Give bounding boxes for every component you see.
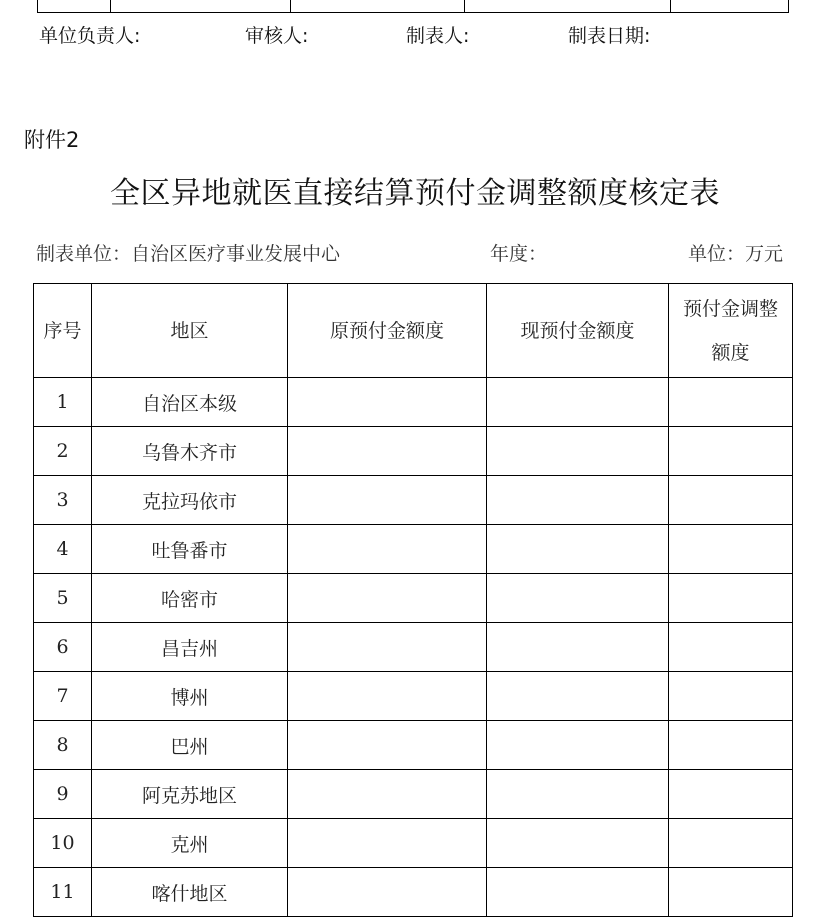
cell-current-amount[interactable] [487,623,669,672]
currency-unit-label: 单位：万元 [688,243,784,265]
cell-seq: 1 [34,378,92,427]
table-row [34,868,793,917]
cell-current-amount[interactable] [487,770,669,819]
reviewer-label: 审核人: [245,25,309,47]
cell-region: 自治区本级 [92,378,288,427]
cell-region: 巴州 [92,721,288,770]
cell-original-amount[interactable] [288,672,487,721]
table-row [34,721,793,770]
table-row [34,672,793,721]
table-row [34,378,793,427]
cell-original-amount[interactable] [288,427,487,476]
cell-original-amount[interactable] [288,623,487,672]
table-header-row [34,284,793,378]
cell-seq: 6 [34,623,92,672]
cell-adjust-amount[interactable] [669,427,793,476]
cell-original-amount[interactable] [288,819,487,868]
cell-seq: 10 [34,819,92,868]
cell-region: 昌吉州 [92,623,288,672]
previous-table-bottom [37,0,789,13]
table-divider [464,0,465,12]
table-row [34,427,793,476]
unit-head-label: 单位负责人: [39,25,141,47]
cell-seq: 2 [34,427,92,476]
cell-current-amount[interactable] [487,427,669,476]
table-row [34,574,793,623]
cell-original-amount[interactable] [288,574,487,623]
table-divider [110,0,111,12]
header-adjust-line1: 预付金调整 [682,297,778,320]
cell-seq: 9 [34,770,92,819]
table-row [34,525,793,574]
header-adjust-amount [669,284,793,378]
cell-original-amount[interactable] [288,770,487,819]
table-row [34,623,793,672]
cell-region: 克州 [92,819,288,868]
cell-current-amount[interactable] [487,868,669,917]
cell-adjust-amount[interactable] [669,525,793,574]
meta-row [0,239,838,267]
cell-current-amount[interactable] [487,525,669,574]
cell-current-amount[interactable] [487,378,669,427]
cell-original-amount[interactable] [288,525,487,574]
cell-adjust-amount[interactable] [669,378,793,427]
table-divider [670,0,671,12]
cell-current-amount[interactable] [487,574,669,623]
cell-original-amount[interactable] [288,476,487,525]
header-region: 地区 [92,284,288,378]
table-row [34,770,793,819]
preparer-label: 制表人: [406,25,470,47]
document-title: 全区异地就医直接结算预付金调整额度核定表 [110,176,720,211]
cell-current-amount[interactable] [487,721,669,770]
cell-original-amount[interactable] [288,868,487,917]
cell-current-amount[interactable] [487,819,669,868]
header-original-amount: 原预付金额度 [288,284,487,378]
table-divider [290,0,291,12]
cell-current-amount[interactable] [487,672,669,721]
year-label: 年度： [490,243,548,265]
cell-region: 克拉玛依市 [92,476,288,525]
cell-seq: 7 [34,672,92,721]
cell-original-amount[interactable] [288,721,487,770]
prep-date-label: 制表日期: [568,25,651,47]
cell-seq: 3 [34,476,92,525]
header-current-amount: 现预付金额度 [487,284,669,378]
cell-seq: 8 [34,721,92,770]
table-row [34,476,793,525]
cell-adjust-amount[interactable] [669,770,793,819]
table-row [34,819,793,868]
header-seq: 序号 [34,284,92,378]
cell-seq: 5 [34,574,92,623]
cell-adjust-amount[interactable] [669,819,793,868]
cell-adjust-amount[interactable] [669,476,793,525]
cell-current-amount[interactable] [487,476,669,525]
cell-region: 喀什地区 [92,868,288,917]
cell-adjust-amount[interactable] [669,868,793,917]
cell-region: 博州 [92,672,288,721]
cell-original-amount[interactable] [288,378,487,427]
signature-row [0,21,838,49]
cell-adjust-amount[interactable] [669,672,793,721]
cell-adjust-amount[interactable] [669,721,793,770]
cell-seq: 4 [34,525,92,574]
cell-region: 哈密市 [92,574,288,623]
table-body [34,378,793,917]
cell-region: 吐鲁番市 [92,525,288,574]
cell-seq: 11 [34,868,92,917]
cell-adjust-amount[interactable] [669,574,793,623]
cell-region: 阿克苏地区 [92,770,288,819]
budget-table [33,283,793,917]
attachment-label: 附件2 [24,128,80,152]
cell-region: 乌鲁木齐市 [92,427,288,476]
cell-adjust-amount[interactable] [669,623,793,672]
prep-unit-label: 制表单位：自治区医疗事业发展中心 [36,243,341,265]
header-adjust-line2: 额度 [711,341,750,364]
